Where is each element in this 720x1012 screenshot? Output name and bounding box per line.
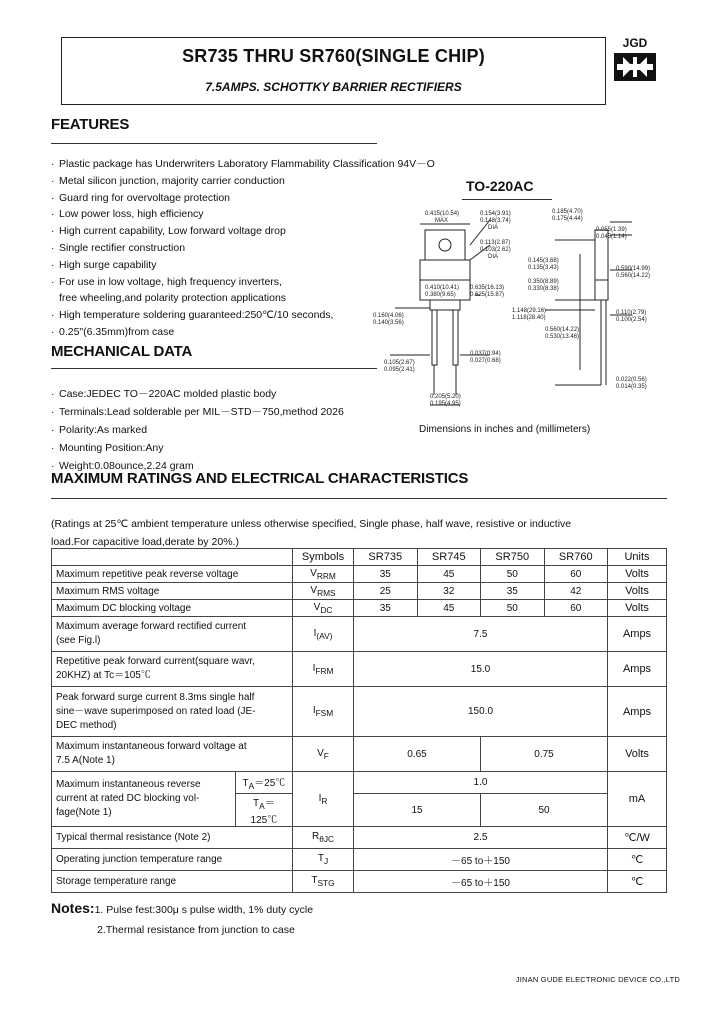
list-item: · For use in low voltage, high frequency inverters, [51,275,282,288]
svg-text:0.635(16.13): 0.635(16.13) [470,285,505,291]
svg-text:0.185(4.70): 0.185(4.70) [552,209,583,215]
column-header: SR745 [417,549,481,566]
footer-company: JINAN GUDE ELECTRONIC DEVICE CO.,LTD [515,975,680,984]
diode-logo-icon [613,52,657,82]
svg-text:0.113(2.87): 0.113(2.87) [480,240,511,246]
mechanical-rule [51,368,377,369]
note-2: 2.Thermal resistance from junction to case [97,924,295,936]
svg-text:0.135(3.43): 0.135(3.43) [528,265,559,271]
table-header-row [52,549,667,566]
list-item: · Metal silicon junction, majority carrier conduction [51,174,285,187]
svg-text:MAX: MAX [435,218,449,224]
list-item: · Single rectifier construction [51,241,186,254]
notes [51,900,313,936]
features-heading: FEATURES [51,116,130,133]
title-box [61,37,606,105]
table-row: $T_A=125℃$ 15 50 [52,794,667,827]
table-row: Maximum RMS voltage $V_{RMS}$ 25 32 35 42 Volts [52,583,667,600]
column-header: SR750 [481,549,545,566]
page-title: SR735 THRU SR760(SINGLE CHIP) [182,46,485,66]
ratings-heading: MAXIMUM RATINGS AND ELECTRICAL CHARACTERISTICS [51,470,469,487]
list-item: · Weight:0.08ounce,2.24 gram [51,460,194,472]
mechanical-list [51,385,344,475]
svg-text:0.330(8.38): 0.330(8.38) [528,286,559,292]
list-item: · Polarity:As marked [51,424,148,436]
svg-text:0.410(10.41): 0.410(10.41) [425,285,460,291]
svg-text:0.105(2.67): 0.105(2.67) [384,360,415,366]
svg-text:0.154(3.91): 0.154(3.91) [480,211,511,217]
list-item: · High surge capability [51,258,157,271]
package-title: TO-220AC [466,178,534,194]
table-row: Operating junction temperature range $T_J$ －65 to＋150 ℃ [52,849,667,871]
svg-text:0.140(3.56): 0.140(3.56) [373,320,404,326]
svg-text:0.625(15.87): 0.625(15.87) [470,292,505,298]
svg-text:0.037(0.94): 0.037(0.94) [470,351,501,357]
table-row: Maximum repetitive peak reverse voltage $V_{RRM}$ 35 45 50 60 Volts [52,566,667,583]
svg-text:0.350(8.89): 0.350(8.89) [528,279,559,285]
svg-text:0.205(5.20): 0.205(5.20) [430,394,461,400]
table-row: Peak forward surge current 8.3ms single half sine－wave superimposed on rated load (JE- DEC method) $I_{FSM}$ 150.0 Amps [52,687,667,737]
list-item: · Plastic package has Underwriters Laboratory Flammability Classification 94V－O [51,158,435,170]
list-item: · Case:JEDEC TO－220AC molded plastic body [51,388,277,400]
svg-text:0.560(14.22): 0.560(14.22) [616,273,651,279]
svg-text:0.100(2.54): 0.100(2.54) [616,317,647,323]
mechanical-heading: MECHANICAL DATA [51,343,193,360]
svg-text:0.175(4.44): 0.175(4.44) [552,216,583,222]
column-header: Units [608,549,667,566]
list-item: · Guard ring for overvoltage protection [51,191,231,204]
dimension-note: Dimensions in inches and (millimeters) [419,424,591,435]
svg-text:0.055(1.39): 0.055(1.39) [596,227,627,233]
column-header: SR735 [354,549,418,566]
svg-text:0.014(0.35): 0.014(0.35) [616,384,647,390]
svg-text:0.590(14.99): 0.590(14.99) [616,266,651,272]
ratings-rule [51,498,667,499]
parameter-header [52,549,293,566]
svg-text:1.148(29.16): 1.148(29.16) [512,308,547,314]
ratings-note: (Ratings at 25℃ ambient temperature unless otherwise specified, Single phase, half wave, resistive or inductive load.For capacitive load,derate by 20%.) [51,518,572,548]
features-rule [51,143,377,144]
svg-text:DIA: DIA [488,254,499,260]
company-logo [613,36,657,82]
list-item: · Terminals:Lead solderable per MIL－STD－750,method 2026 [51,406,344,418]
svg-text:0.103(2.62): 0.103(2.62) [480,247,511,253]
column-header: SR760 [544,549,608,566]
svg-text:DIA: DIA [488,225,499,231]
svg-text:0.530(13.46): 0.530(13.46) [545,334,580,340]
svg-text:0.160(4.06): 0.160(4.06) [373,313,404,319]
svg-text:0.195(4.95): 0.195(4.95) [430,401,461,407]
svg-text:0.095(2.41): 0.095(2.41) [384,367,415,373]
svg-text:0.145(3.68): 0.145(3.68) [528,258,559,264]
table-row: Maximum DC blocking voltage $V_{DC}$ 35 45 50 60 Volts [52,600,667,617]
svg-text:0.560(14.22): 0.560(14.22) [545,327,580,333]
table-row: Storage temperature range $T_{STG}$ －65 to＋150 ℃ [52,871,667,893]
notes-label: Notes: [51,900,95,916]
svg-text:0.148(3.74): 0.148(3.74) [480,218,511,224]
list-item: · High current capability, Low forward voltage drop [51,225,286,238]
note-1: 1. Pulse fest:300μ s pulse width, 1% duty cycle [94,904,314,916]
column-header: Symbols [293,549,354,566]
list-item: · Low power loss, high efficiency [51,208,204,221]
table-row: Repetitive peak forward current(square wavr, 20KHZ) at Tc＝105℃ $I_{FRM}$ 15.0 Amps [52,652,667,687]
table-row: Maximum average forward rectified current (see Fig.l) $I_{(AV)}$ 7.5 Amps [52,617,667,652]
table-row: Maximum instantaneous reverse current at rated DC blocking vol- fage(Note 1) $T_A=25℃$ $I_R$ 1.0 mA [52,772,667,794]
table-row: Typical thermal resistance (Note 2) $R_{\theta JC}$ 2.5 ℃/W [52,827,667,849]
svg-text:0.022(0.56): 0.022(0.56) [616,377,647,383]
svg-text:0.415(10.54): 0.415(10.54) [425,211,460,217]
svg-text:0.027(0.68): 0.027(0.68) [470,358,501,364]
svg-text:0.380(9.65): 0.380(9.65) [425,292,456,298]
list-item: · High temperature soldering guaranteed:250℃/10 seconds, [51,309,334,322]
ratings-table [51,548,667,893]
page-subtitle: 7.5AMPS. SCHOTTKY BARRIER RECTIFIERS [205,80,462,94]
table-row: Maximum instantaneous forward voltage at 7.5 A(Note 1) $V_F$ 0.65 0.75 Volts [52,737,667,772]
svg-text:1.118(28.40): 1.118(28.40) [512,315,546,321]
list-item: free wheeling,and polarity protection applications [59,292,287,305]
svg-text:0.045(1.14): 0.045(1.14) [596,234,627,240]
list-item: · Mounting Position:Any [51,442,164,454]
svg-text:0.110(2.79): 0.110(2.79) [616,310,647,316]
package-outline-drawing [370,200,670,422]
logo-text: JGD [622,36,648,50]
list-item: · 0.25"(6.35mm)from case [51,325,175,338]
